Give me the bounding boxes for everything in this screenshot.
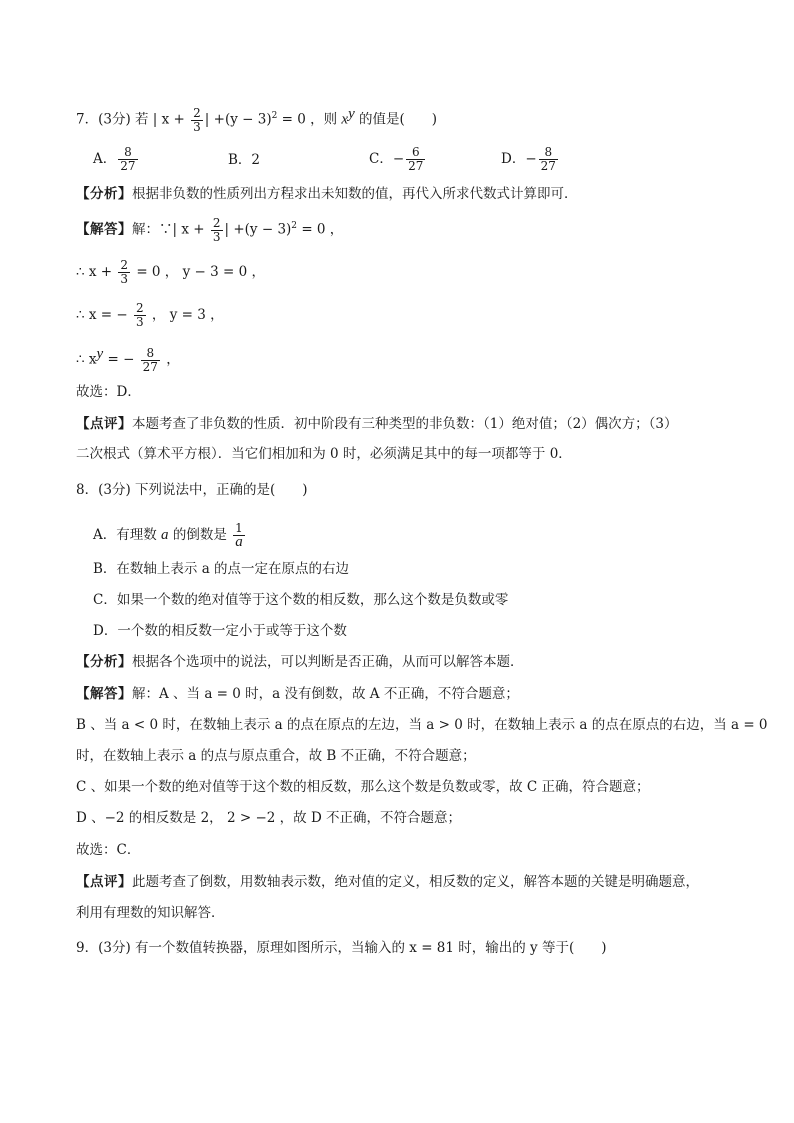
q8-comment-line-2: 利用有理数的知识解答． <box>76 905 225 921</box>
q8-option-a <box>93 522 247 549</box>
q7-eq-part: | +(y − 3) <box>204 111 272 128</box>
q8-choose: 故选：C． <box>76 842 141 858</box>
q8-solution-line-1 <box>76 684 519 704</box>
fraction <box>134 302 146 329</box>
solution-text: = − <box>103 351 139 368</box>
fraction <box>406 146 425 173</box>
q7-option-b: B．2 <box>228 152 261 168</box>
exponent: y <box>96 346 104 362</box>
exponent: y <box>348 106 355 122</box>
q7-solution-line-2 <box>76 259 265 286</box>
solution-text: = 0 ， y − 3 = 0 ， <box>132 264 265 280</box>
denominator: 3 <box>193 119 201 134</box>
q7-stem-suffix: 的值是( ) <box>354 111 438 128</box>
q7-comment-line-2: 二次根式（算术平方根）．当它们相加和为 0 时，必须满足其中的每一项都等于 0． <box>76 446 572 462</box>
numerator: 2 <box>193 105 201 120</box>
q7-options <box>93 146 713 176</box>
numerator: 2 <box>212 215 221 230</box>
q7-fraction <box>191 107 203 134</box>
denominator: 3 <box>120 272 129 286</box>
solution-text: 解：A 、当 a = 0 时，a 没有倒数，故 A 不正确，不符合题意； <box>132 686 519 702</box>
q7-option-a <box>93 146 140 173</box>
numerator: 8 <box>146 345 155 360</box>
option-label: A． <box>93 151 117 167</box>
q7-solution-line-3 <box>76 302 224 329</box>
q7-eq-part: | x + <box>152 111 190 128</box>
q7-choose: 故选：D． <box>76 384 141 400</box>
comment-text: 本题考查了非负数的性质．初中阶段有三种类型的非负数：（1）绝对值；（2）偶次方；（3） <box>132 416 678 432</box>
variable: a <box>161 527 169 543</box>
comment-tag: 【点评】 <box>76 874 132 890</box>
fraction <box>211 217 223 244</box>
denominator: a <box>235 534 243 550</box>
q7-comment-line-1 <box>76 414 678 434</box>
q8-option-c: C．如果一个数的绝对值等于这个数的相反数，那么这个数是负数或零 <box>93 592 509 608</box>
q8-analysis <box>76 652 524 672</box>
option-text: A．有理数 <box>93 527 162 543</box>
denominator: 27 <box>120 159 136 173</box>
q7-stem <box>76 104 437 134</box>
numerator: 1 <box>235 521 243 535</box>
fraction <box>539 146 558 173</box>
q8-solution-line-4: C 、如果一个数的绝对值等于这个数的相反数，那么这个数是负数或零，故 C 正确，符合题意； <box>76 779 650 795</box>
option-label: D．− <box>501 151 537 167</box>
q8-solution-line-3: 时，在数轴上表示 a 的点与原点重合，故 B 不正确，不符合题意； <box>76 748 476 764</box>
numerator: 2 <box>136 301 144 315</box>
fraction <box>233 522 245 549</box>
denominator: 27 <box>540 159 556 173</box>
analysis-text: 根据非负数的性质列出方程求出未知数的值，再代入所求代数式计算即可． <box>132 186 578 202</box>
q7-option-c <box>369 146 427 173</box>
solution-text: ∴ x <box>76 351 97 368</box>
solution-text: ， y = 3 ， <box>147 307 224 323</box>
comment-text: 此题考查了倒数，用数轴表示数，绝对值的定义，相反数的定义，解答本题的关键是明确题意， <box>132 874 699 890</box>
q7-option-d <box>501 146 560 173</box>
q8-comment-line-1 <box>76 872 699 892</box>
option-label: C．− <box>369 151 405 167</box>
numerator: 6 <box>411 145 420 159</box>
denominator: 3 <box>212 229 221 244</box>
solution-text: ∴ x = − <box>76 307 132 323</box>
q7-analysis <box>76 184 578 204</box>
solution-text: ， <box>161 351 180 368</box>
q8-solution-line-5: D 、−2 的相反数是 2， 2 > −2 ，故 D 不正确，不符合题意； <box>76 810 462 826</box>
exponent: 2 <box>291 221 298 231</box>
q9-stem: 9．(3分) 有一个数值转换器，原理如图所示，当输入的 x = 81 时，输出的 y 等于( ) <box>76 940 607 956</box>
fraction <box>118 259 130 286</box>
variable: x <box>341 111 349 128</box>
q7-solution-line-4 <box>76 344 180 374</box>
q8-solution-line-2: B 、当 a < 0 时，在数轴上表示 a 的点在原点的左边，当 a > 0 时，在数轴上表示 a 的点在原点的右边，当 a = 0 <box>76 717 768 733</box>
fraction <box>118 146 137 173</box>
numerator: 8 <box>544 145 553 159</box>
q8-option-d: D．一个数的相反数一定小于或等于这个数 <box>93 623 347 639</box>
comment-tag: 【点评】 <box>76 416 132 432</box>
q8-option-b: B．在数轴上表示 a 的点一定在原点的右边 <box>93 561 350 577</box>
fraction <box>141 347 160 374</box>
solution-text: 解：∵| x + <box>132 221 209 238</box>
analysis-tag: 【分析】 <box>76 186 132 202</box>
analysis-text: 根据各个选项中的说法，可以判断是否正确，从而可以解答本题． <box>132 654 524 670</box>
denominator: 27 <box>142 359 158 374</box>
denominator: 27 <box>408 159 424 173</box>
numerator: 8 <box>124 145 132 159</box>
q7-eq-part: = 0 ，则 <box>277 111 342 128</box>
q7-stem-prefix: 7．(3分) 若 <box>76 111 153 128</box>
option-text: 的倒数是 <box>168 527 232 543</box>
solution-text: = 0 ， <box>297 221 344 238</box>
q8-stem: 8．(3分) 下列说法中，正确的是( ) <box>76 482 308 498</box>
denominator: 3 <box>136 315 144 329</box>
q7-solution-line-1 <box>76 216 343 244</box>
answer-tag: 【解答】 <box>76 686 132 702</box>
numerator: 2 <box>120 258 129 272</box>
analysis-tag: 【分析】 <box>76 654 132 670</box>
exponent: 2 <box>271 111 278 121</box>
answer-tag: 【解答】 <box>76 221 132 238</box>
solution-text: | +(y − 3) <box>224 221 292 238</box>
solution-text: ∴ x + <box>76 264 117 280</box>
